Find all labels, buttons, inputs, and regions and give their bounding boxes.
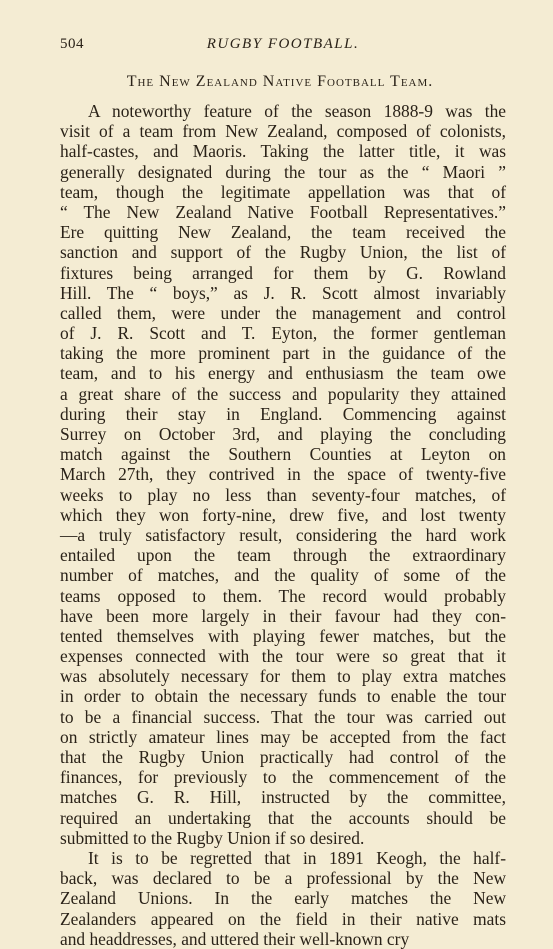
text-line: It is to be regretted that in 1891 Keogh, the half-	[88, 847, 506, 868]
text-line: entailed upon the team through the extraordinary	[60, 545, 506, 566]
text-line: called them, were under the management and control	[60, 302, 506, 323]
text-line: matches G. R. Hill, instructed by the committee,	[60, 787, 506, 808]
text-line: weeks to play no less than seventy-four matches, of	[60, 484, 506, 505]
text-line: Surrey on October 3rd, and playing the concluding	[60, 424, 506, 444]
text-line: generally designated during the tour as the “ Maori ”	[60, 161, 506, 182]
text-line: teams opposed to them. The record would probably	[60, 585, 506, 606]
text-line: required an undertaking that the accounts should be	[60, 807, 506, 828]
running-title: RUGBY FOOTBALL.	[206, 36, 360, 52]
body-text	[60, 101, 506, 949]
text-line: to be a financial success. That the tour was carried out	[60, 706, 506, 727]
text-line: expenses connected with the tour were so great that it	[60, 646, 506, 667]
text-line: sanction and support of the Rugby Union, the list of	[60, 242, 506, 263]
text-line: “ The New Zealand Native Football Representatives.”	[60, 201, 506, 222]
text-line: March 27th, they contrived in the space of twenty-five	[60, 464, 506, 485]
text-line: back, was declared to be a professional by the New	[60, 868, 506, 889]
running-head	[60, 36, 506, 58]
text-line: that the Rugby Union practically had control of the	[60, 747, 506, 767]
text-line: which they won forty-nine, drew five, and lost twenty	[60, 504, 506, 525]
text-line: during their stay in England. Commencing against	[60, 403, 506, 424]
page-number: 504	[60, 36, 84, 52]
text-line: have been more largely in their favour had they con-	[60, 605, 506, 626]
text-line: a great share of the success and popularity they attained	[60, 383, 506, 404]
text-line: finances, for previously to the commencement of the	[60, 767, 506, 788]
text-line: team, and to his energy and enthusiasm the team owe	[60, 363, 506, 384]
text-line: Zealanders appeared on the field in their native mats	[60, 908, 506, 929]
text-line: was absolutely necessary for them to play extra matches	[60, 666, 506, 687]
text-line: Zealand Unions. In the early matches the New	[60, 888, 506, 909]
text-line: fixtures being arranged for them by G. Rowland	[60, 262, 506, 283]
section-heading: The New Zealand Native Football Team.	[126, 73, 434, 90]
text-line: number of matches, and the quality of some of the	[60, 565, 506, 586]
text-line: A noteworthy feature of the season 1888-9 was the	[88, 101, 506, 121]
text-line: of J. R. Scott and T. Eyton, the former gentleman	[60, 323, 506, 344]
text-line: team, though the legitimate appellation was that of	[60, 181, 506, 202]
text-line: tented themselves with playing fewer matches, but the	[60, 625, 506, 646]
text-line: on strictly amateur lines may be accepted from the fact	[60, 726, 506, 747]
text-line: visit of a team from New Zealand, composed of colonists,	[60, 121, 506, 142]
text-line: taking the more prominent part in the guidance of the	[60, 343, 506, 364]
text-line: and headdresses, and uttered their well-known cry	[60, 928, 410, 949]
text-line: —a truly satisfactory result, considering the hard work	[60, 524, 506, 545]
text-line: submitted to the Rugby Union if so desired.	[60, 827, 365, 848]
text-line: Hill. The “ boys,” as J. R. Scott almost invariably	[60, 282, 506, 303]
text-line: Ere quitting New Zealand, the team received the	[60, 222, 506, 243]
text-line: match against the Southern Counties at Leyton on	[60, 444, 506, 465]
text-line: half-castes, and Maoris. Taking the latter title, it was	[60, 141, 506, 162]
text-line: in order to obtain the necessary funds to enable the tour	[60, 686, 506, 707]
